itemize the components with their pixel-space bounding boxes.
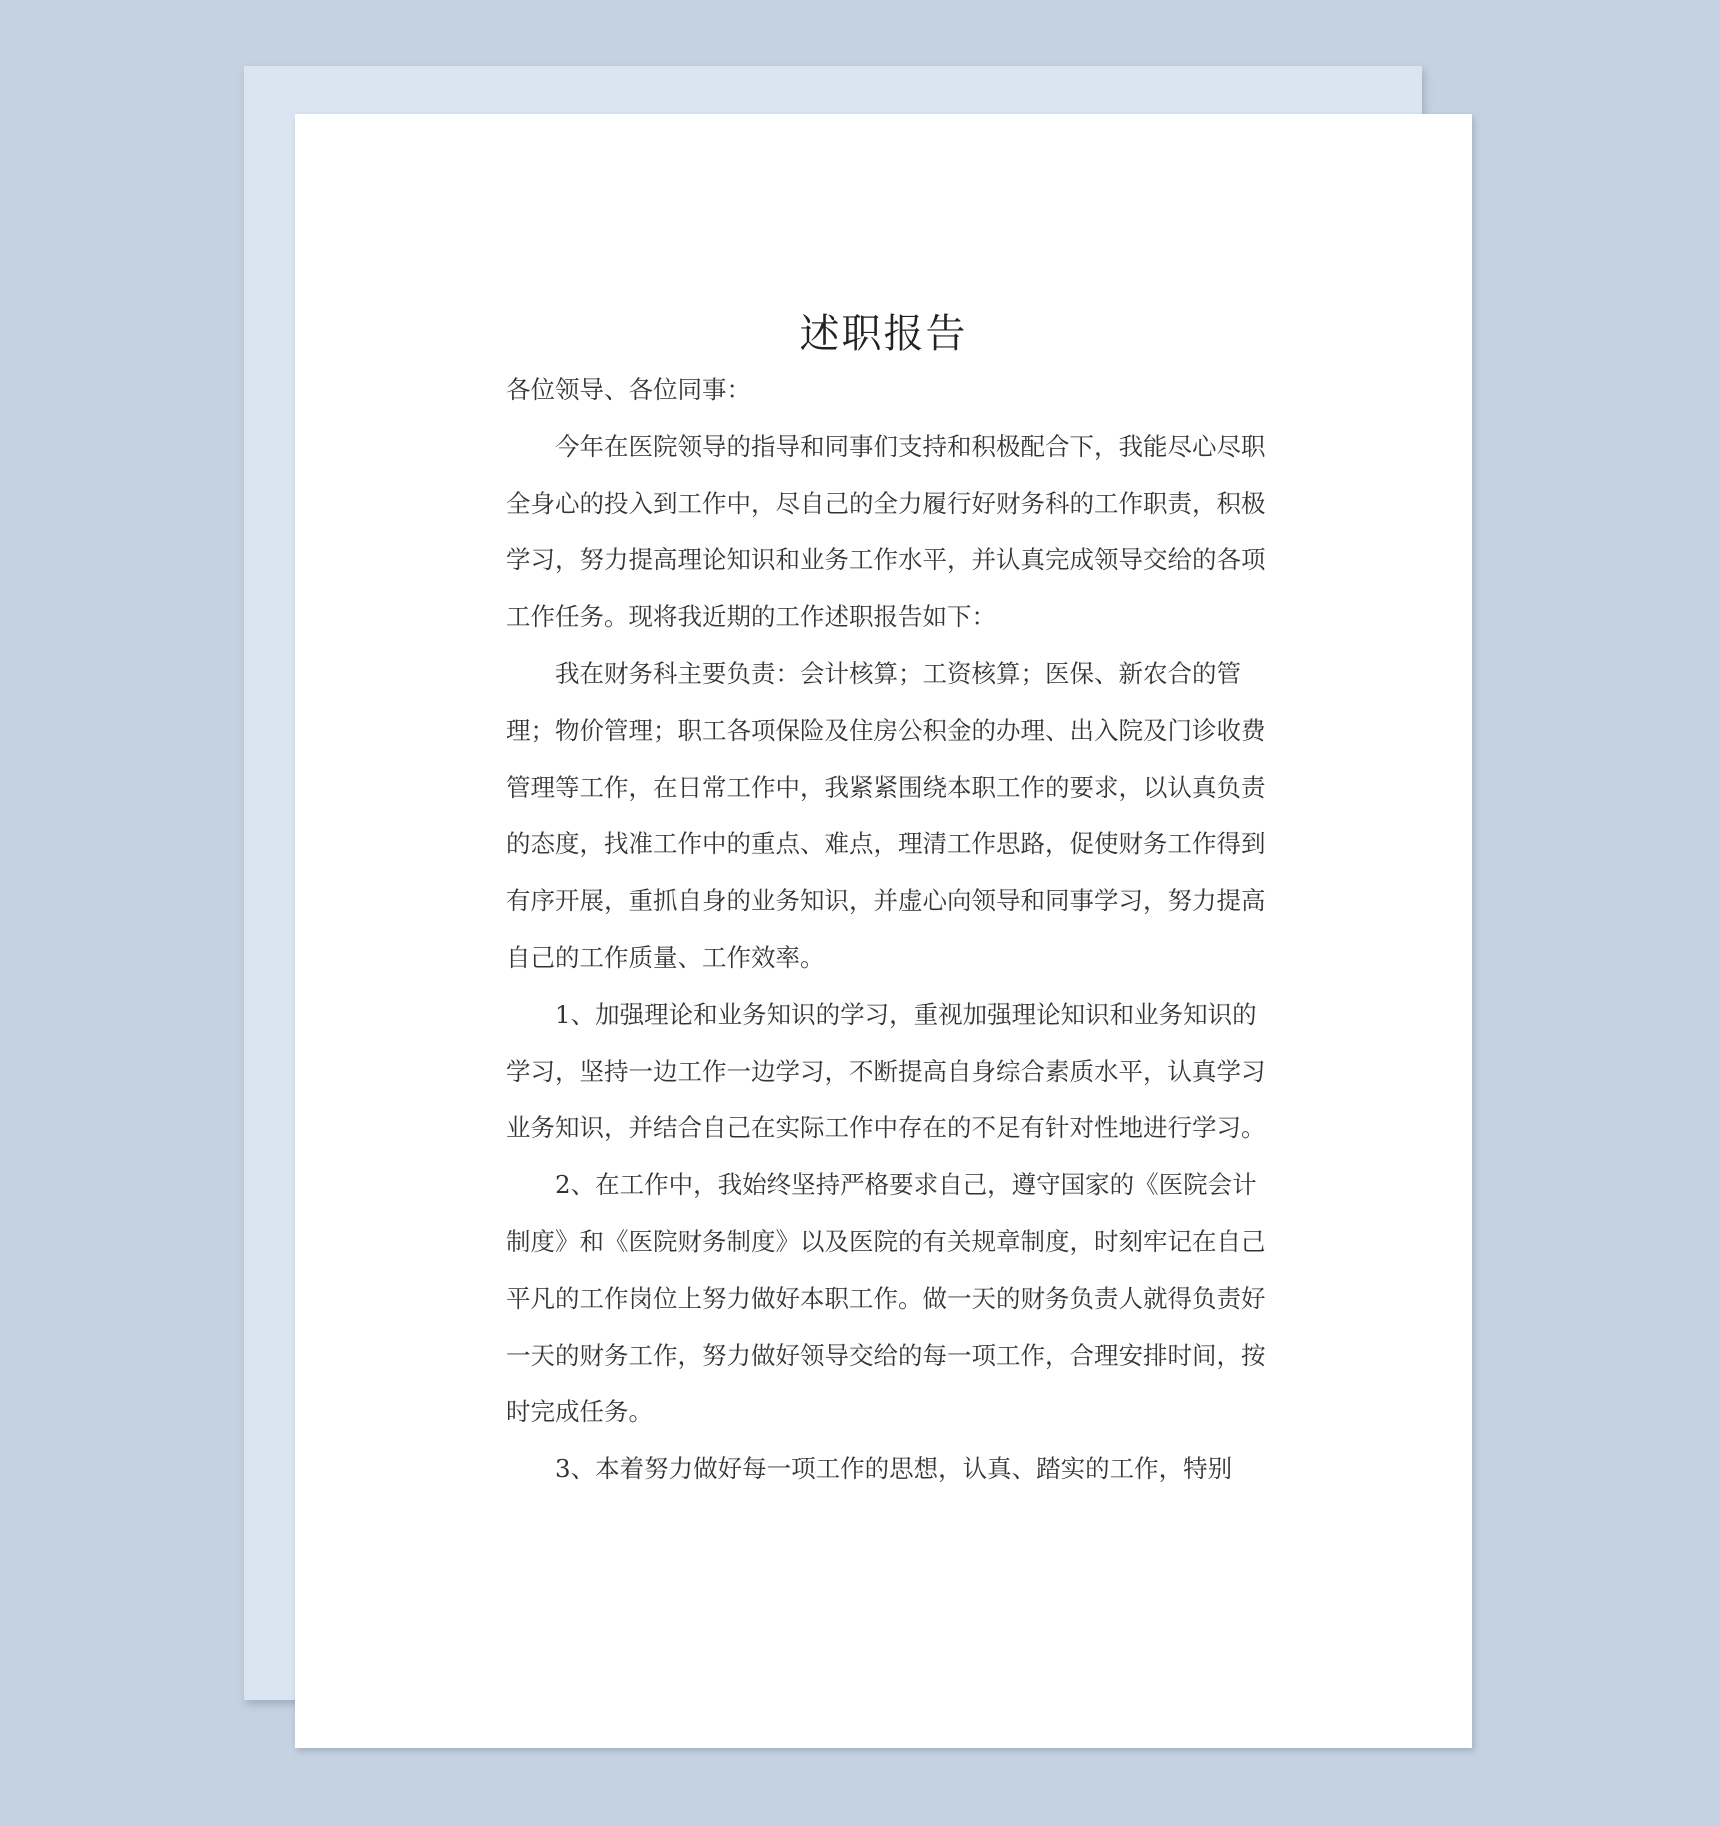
document-body — [506, 362, 1266, 1498]
paragraph-duties: 我在财务科主要负责：会计核算；工资核算；医保、新农合的管理；物价管理；职工各项保险及住房公积金的办理、出入院及门诊收费管理等工作，在日常工作中，我紧紧围绕本职工作的要求，以认真负责的态度，找准工作中的重点、难点，理清工作思路，促使财务工作得到有序开展，重抓自身的业务知识，并虚心向领导和同事学习，努力提高自己的工作质量、工作效率。 — [506, 658, 1266, 972]
paragraph-item-1: 1、加强理论和业务知识的学习，重视加强理论知识和业务知识的学习，坚持一边工作一边学习，不断提高自身综合素质水平，认真学习业务知识，并结合自己在实际工作中存在的不足有针对性地进行学习。 — [506, 999, 1266, 1143]
salutation: 各位领导、各位同事： — [506, 375, 751, 404]
paragraph-item-2: 2、在工作中，我始终坚持严格要求自己，遵守国家的《医院会计制度》和《医院财务制度》以及医院的有关规章制度，时刻牢记在自己平凡的工作岗位上努力做好本职工作。做一天的财务负责人就得负责好一天的财务工作，努力做好领导交给的每一项工作，合理安排时间，按时完成任务。 — [506, 1170, 1266, 1427]
document-page — [295, 114, 1472, 1748]
paragraph-item-3: 3、本着努力做好每一项工作的思想，认真、踏实的工作，特别 — [555, 1454, 1233, 1484]
paragraph-intro: 今年在医院领导的指导和同事们支持和积极配合下，我能尽心尽职全身心的投入到工作中，尽自己的全力履行好财务科的工作职责，积极学习，努力提高理论知识和业务工作水平，并认真完成领导交给的各项工作任务。现将我近期的工作述职报告如下： — [506, 431, 1266, 632]
document-title: 述职报告 — [799, 311, 968, 357]
